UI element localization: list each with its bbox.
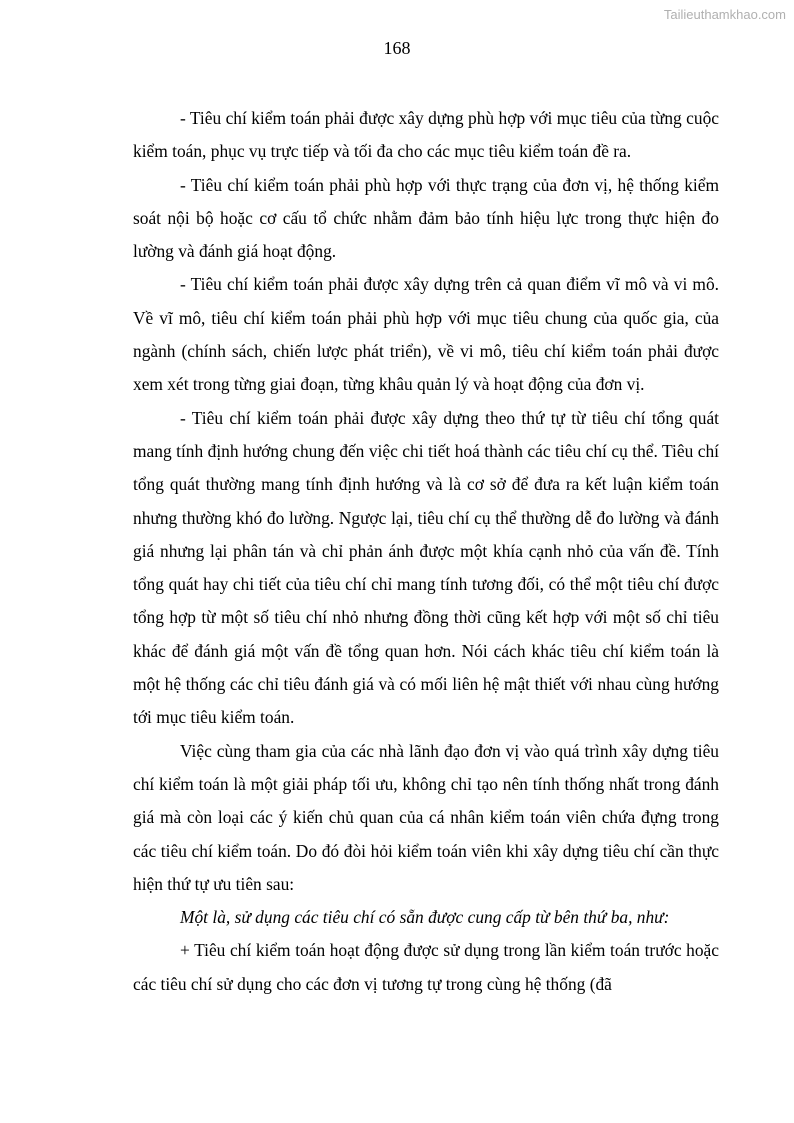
paragraph-criteria-objectives: - Tiêu chí kiểm toán phải được xây dựng phù hợp với mục tiêu của từng cuộc kiểm toán, phục vụ trực tiếp và tối đa cho các mục tiêu kiểm toán đề ra. <box>133 108 719 162</box>
paragraph-criteria-macro-micro: - Tiêu chí kiểm toán phải được xây dựng trên cả quan điểm vĩ mô và vi mô. Về vĩ mô, tiêu chí kiểm toán phải phù hợp với mục tiêu chung của quốc gia, của ngành (chính sách, chiến lược phát triển), về vi mô, tiêu chí kiểm toán phải được xem xét trong từng giai đoạn, từng khâu quản lý và hoạt động của đơn vị. <box>133 274 719 395</box>
paragraph-first-priority: Một là, sử dụng các tiêu chí có sẵn được cung cấp từ bên thứ ba, như: <box>180 907 670 928</box>
paragraph-previous-audit-criteria: + Tiêu chí kiểm toán hoạt động được sử dụng trong lần kiểm toán trước hoặc các tiêu chí sử dụng cho các đơn vị tương tự trong cùng hệ thống (đã <box>133 940 719 994</box>
page-number: 168 <box>383 38 411 58</box>
document-body <box>133 102 719 1001</box>
watermark-text: Tailieuthamkhao.com <box>663 7 786 22</box>
paragraph-leadership-participation: Việc cùng tham gia của các nhà lãnh đạo đơn vị vào quá trình xây dựng tiêu chí kiểm toán là một giải pháp tối ưu, không chỉ tạo nên tính thống nhất trong đánh giá mà còn loại các ý kiến chủ quan của cá nhân kiểm toán viên chứa đựng trong các tiêu chí kiểm toán. Do đó đòi hỏi kiểm toán viên khi xây dựng tiêu chí cần thực hiện thứ tự ưu tiên sau: <box>133 740 719 894</box>
paragraph-criteria-unit-status: - Tiêu chí kiểm toán phải phù hợp với thực trạng của đơn vị, hệ thống kiểm soát nội bộ hoặc cơ cấu tổ chức nhằm đảm bảo tính hiệu lực trong thực hiện đo lường và đánh giá hoạt động. <box>133 174 719 262</box>
paragraph-criteria-general-to-detail: - Tiêu chí kiểm toán phải được xây dựng theo thứ tự từ tiêu chí tổng quát mang tính định hướng chung đến việc chi tiết hoá thành các tiêu chí cụ thể. Tiêu chí tổng quát thường mang tính định hướng và là cơ sở để đưa ra kết luận kiểm toán nhưng thường khó đo lường. Ngược lại, tiêu chí cụ thể thường dễ đo lường và đánh giá nhưng lại phân tán và chỉ phản ánh được một khía cạnh nhỏ của vấn đề. Tính tổng quát hay chi tiết của tiêu chí chỉ mang tính tương đối, có thể một tiêu chí được tổng hợp từ một số tiêu chí nhỏ nhưng đồng thời cũng kết hợp với một số chỉ tiêu khác để đánh giá một vấn đề tổng quan hơn. Nói cách khác tiêu chí kiểm toán là một hệ thống các chỉ tiêu đánh giá và có mối liên hệ mật thiết với nhau cùng hướng tới mục tiêu kiểm toán. <box>133 407 719 728</box>
